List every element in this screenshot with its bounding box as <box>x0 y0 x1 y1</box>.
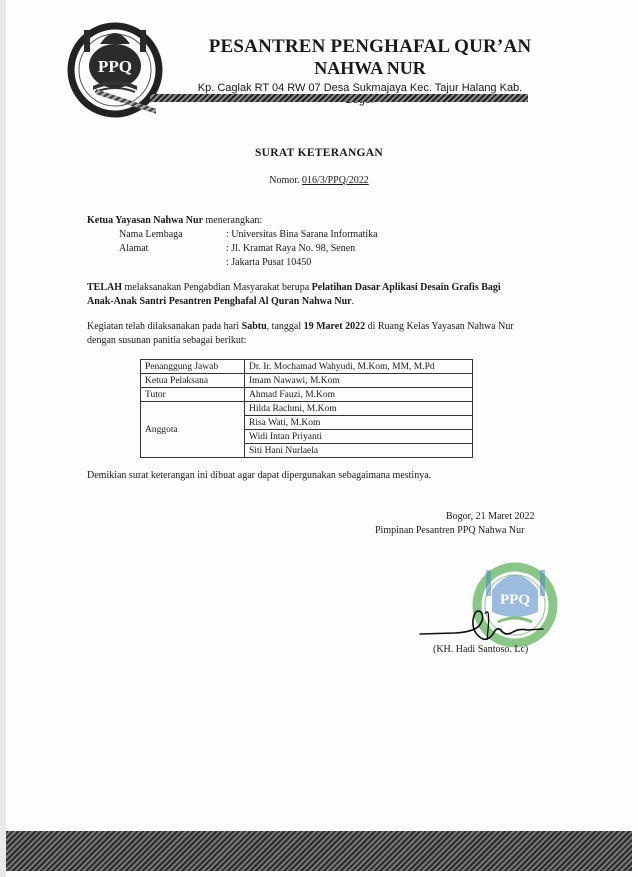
training-title-part2: Anak-Anak Santri Pesantren Penghafal Al Quran Nahwa Nur <box>87 296 352 307</box>
role-cell: Anggota <box>141 402 245 458</box>
intro-verb: menerangkan: <box>203 215 263 226</box>
field-label: Nama Lembaga <box>119 229 183 240</box>
ppq-logo <box>60 14 170 122</box>
number-value: 016/3/PPQ/2022 <box>302 175 369 186</box>
name-cell: Dr. Ir. Mochamad Wahyudi, M.Kom, MM, M.Pd <box>245 360 473 374</box>
letter-title: SURAT KETERANGAN <box>254 147 384 159</box>
role-cell: Tutor <box>141 388 245 402</box>
field-value: : Jakarta Pusat 10450 <box>226 257 312 268</box>
para2-text: di Ruang Kelas Yayasan Nahwa Nur <box>365 321 514 332</box>
paragraph-1-line-1 <box>87 281 501 295</box>
period: . <box>351 296 355 307</box>
committee-table <box>140 359 473 458</box>
event-day: Sabtu <box>241 321 267 332</box>
name-cell: Siti Hani Nurlaela <box>245 444 473 458</box>
para2-text: Kegiatan telah dilaksanakan pada hari <box>87 321 242 332</box>
paragraph-1-line-2 <box>87 295 354 309</box>
role-cell: Ketua Pelaksana <box>141 374 245 388</box>
closing-statement: Demikian surat keterangan ini dibuat agar dapat dipergunakan sebagaimana mestinya. <box>87 470 432 481</box>
field-value: : Jl. Kramat Raya No. 98, Senen <box>226 243 356 254</box>
table-row <box>141 360 473 374</box>
field-label: Alamat <box>119 243 149 254</box>
name-cell: Ahmad Fauzi, M.Kom <box>245 388 473 402</box>
paragraph-2-line-2: dengan susunan panitia sebagai berikut: <box>87 335 247 346</box>
name-cell: Imam Nawawi, M.Kom <box>245 374 473 388</box>
table-row <box>141 402 473 416</box>
place-date: Bogor, 21 Maret 2022 <box>446 511 535 522</box>
name-cell: Widi Intan Priyanti <box>245 430 473 444</box>
role-cell: Penanggung Jawab <box>141 360 245 374</box>
letter-number <box>0 175 638 186</box>
header-rule <box>150 94 528 102</box>
intro-subject: Ketua Yayasan Nahwa Nur <box>87 215 204 226</box>
event-date: 19 Maret 2022 <box>303 321 366 332</box>
para1-text: melaksanakan Pengabdian Masyarakat berupa <box>122 282 312 293</box>
institution-subname: NAHWA NUR <box>314 58 426 78</box>
paragraph-2-line-1 <box>87 320 514 334</box>
name-cell: Hilda Rachmi, M.Kom <box>245 402 473 416</box>
stamp-text: PPQ <box>500 592 530 608</box>
institution-name: PESANTREN PENGHAFAL QUR’AN <box>208 36 532 57</box>
table-row <box>141 374 473 388</box>
number-label: Nomor. <box>269 175 300 186</box>
table-row <box>141 388 473 402</box>
logo-text: PPQ <box>98 57 132 76</box>
footer-bar <box>6 831 632 871</box>
field-value: : Universitas Bina Sarana Informatika <box>226 229 378 240</box>
signer-name: (KH. Hadi Santoso. Lc) <box>433 644 529 655</box>
signer-position: Pimpinan Pesantren PPQ Nahwa Nur <box>375 525 525 536</box>
scan-edge <box>0 0 6 877</box>
name-cell: Risa Wati, M.Kom <box>245 416 473 430</box>
telah-word: TELAH <box>87 282 123 293</box>
para2-text: , tanggal <box>266 321 304 332</box>
institution-address: Kp. Caglak RT 04 RW 07 Desa Sukmajaya Kec. Tajur Halang Kab. <box>197 82 523 94</box>
training-title-part1: Pelatihan Dasar Aplikasi Desain Grafis Bagi <box>311 282 501 293</box>
intro-line <box>87 214 262 228</box>
